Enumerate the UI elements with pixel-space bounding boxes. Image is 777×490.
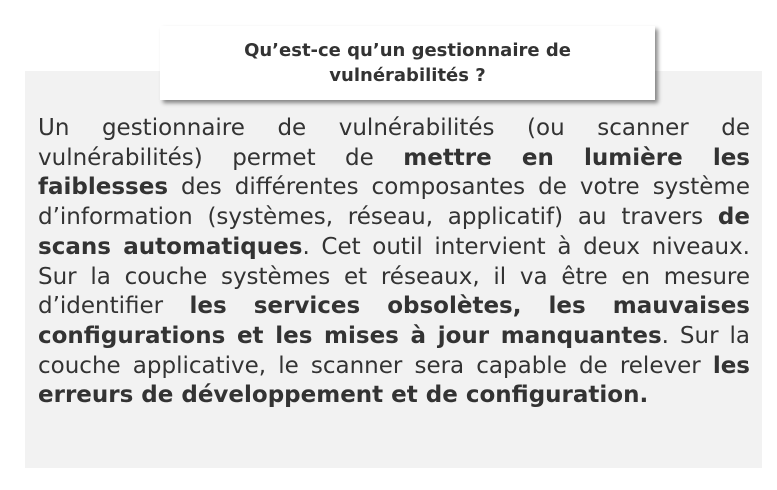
section-title: Qu’est-ce qu’un gestionnaire de vulnérabilités ? [244,40,571,86]
body-paragraph [38,114,750,411]
text-segment: . Sur la couche applicative, le scanner sera capable de relever [38,322,750,379]
bold-text-segment: les services obsolètes, les mauvaises configurations et les mises à jour manquantes [38,293,750,349]
text-segment: Un gestionnaire de vulnérabilités (ou scanner de vulnérabilités) permet de [38,115,750,171]
text-segment: . Cet outil intervient à deux niveaux. Sur la couche systèmes et réseaux, il va être en mesure d’identifier [38,233,750,320]
bold-text-segment: mettre en lumière les faiblesses [38,144,750,201]
bold-text-segment: de scans automatiques [38,204,750,260]
bold-text-segment: les erreurs de développement et de configuration. [38,352,750,409]
text-segment: des différentes composantes de votre système d’information (systèmes, réseau, applicatif) au travers [38,174,750,231]
title-box [160,26,655,100]
